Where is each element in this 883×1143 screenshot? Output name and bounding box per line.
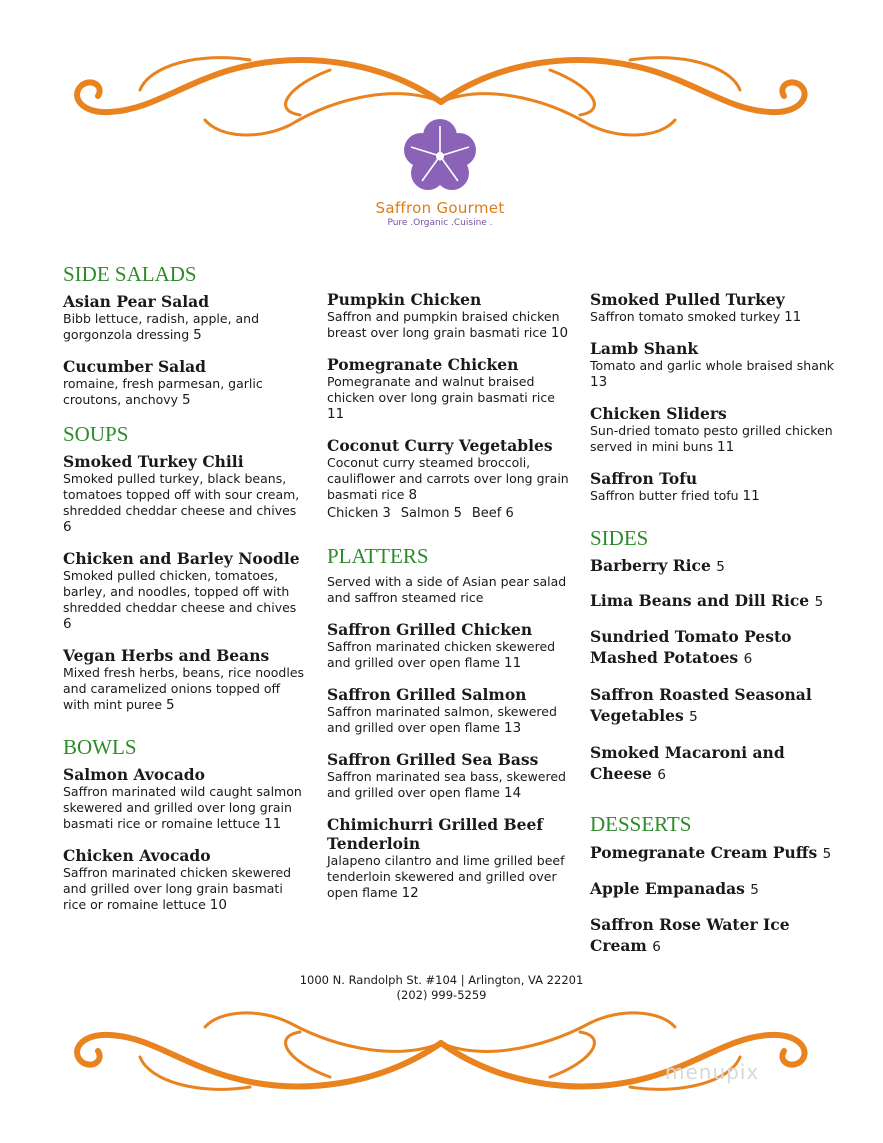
item-description: Saffron and pumpkin braised chicken breast over long grain basmati rice 10 xyxy=(327,309,569,341)
item-price: 5 xyxy=(822,846,832,862)
item-name: Barberry Rice xyxy=(590,556,711,575)
item-description: Smoked pulled chicken, tomatoes, barley, and noodles, topped off with shredded cheddar cheese and chives 6 xyxy=(63,568,297,632)
item-price: 11 xyxy=(503,655,522,671)
item-description: romaine, fresh parmesan, garlic croutons, anchovy 5 xyxy=(63,376,263,408)
menu-item xyxy=(327,290,572,341)
brand-name: Saffron Gourmet xyxy=(375,199,505,217)
menu-item xyxy=(590,469,835,504)
menu-item xyxy=(590,626,835,670)
item-price: 14 xyxy=(503,785,522,801)
watermark: menupix xyxy=(665,1060,760,1084)
menu-item xyxy=(590,591,835,612)
item-name: Chimichurri Grilled Beef Tenderloin xyxy=(327,815,544,853)
item-price: 6 xyxy=(652,939,661,955)
menu-item xyxy=(327,355,572,422)
item-price: 5 xyxy=(689,709,698,725)
item-name: Saffron Grilled Sea Bass xyxy=(327,750,539,769)
item-name: Salmon Avocado xyxy=(63,765,205,784)
item-price: 12 xyxy=(401,885,419,901)
item-price: 6 xyxy=(63,519,72,535)
item-price: 5 xyxy=(193,327,202,343)
item-description: Saffron marinated chicken skewered and grilled over long grain basmati rice or romaine lettuce 10 xyxy=(63,865,292,913)
menu-item xyxy=(63,765,308,832)
menu-item xyxy=(63,549,308,632)
brand-tagline: Pure .Organic .Cuisine . xyxy=(387,218,493,228)
item-name: Pomegranate Cream Puffs xyxy=(590,843,818,862)
addon-option: Salmon 5 xyxy=(400,506,462,521)
menu-item xyxy=(327,436,572,522)
item-name: Lima Beans and Dill Rice xyxy=(590,591,810,610)
item-name: Pomegranate Chicken xyxy=(327,355,519,374)
item-description: Mixed fresh herbs, beans, rice noodles and caramelized onions topped off with mint puree 5 xyxy=(63,665,305,713)
menu-item xyxy=(590,556,835,577)
item-price: 13 xyxy=(590,374,608,390)
item-name: Smoked Turkey Chili xyxy=(63,452,244,471)
menu-item xyxy=(590,404,835,455)
menu-item xyxy=(63,646,308,713)
item-price: 13 xyxy=(503,720,522,736)
section-title-soups: SOUPS xyxy=(63,422,129,446)
item-description: Jalapeno cilantro and lime grilled beef tenderloin skewered and grilled over open flame 12 xyxy=(327,853,565,901)
item-description: Saffron marinated chicken skewered and grilled over open flame 11 xyxy=(327,639,556,671)
item-name: Chicken Sliders xyxy=(590,404,727,423)
menu-item xyxy=(590,914,835,958)
item-name: Chicken and Barley Noodle xyxy=(63,549,300,568)
footer-contact xyxy=(0,973,883,1003)
item-description: Sun-dried tomato pesto grilled chicken served in mini buns 11 xyxy=(590,423,833,455)
item-price: 5 xyxy=(182,392,191,408)
item-name: Apple Empanadas xyxy=(590,879,745,898)
item-price: 8 xyxy=(408,487,418,503)
menu-item xyxy=(327,620,572,671)
platters-note: Served with a side of Asian pear salad and saffron steamed rice xyxy=(327,574,567,605)
addon-option: Beef 6 xyxy=(471,506,514,521)
menu-column-3 xyxy=(590,290,835,972)
menu-item xyxy=(63,292,308,343)
menu-item xyxy=(590,742,835,786)
item-price: 11 xyxy=(784,309,802,325)
item-name: Chicken Avocado xyxy=(63,846,211,865)
section-title-sides: SIDES xyxy=(590,526,649,550)
item-name: Saffron Grilled Salmon xyxy=(327,685,527,704)
item-name: Sundried Tomato Pesto Mashed Potatoes xyxy=(590,627,792,667)
footer-phone: (202) 999-5259 xyxy=(396,988,487,1002)
menu-item xyxy=(327,815,572,901)
menu-item xyxy=(590,879,835,900)
item-description: Saffron marinated wild caught salmon skewered and grilled over long grain basmati rice or romaine lettuce 11 xyxy=(63,784,302,832)
item-price: 5 xyxy=(716,559,725,575)
menu-item xyxy=(63,452,308,535)
item-name: Saffron Rose Water Ice Cream xyxy=(590,915,790,955)
logo-block xyxy=(360,115,520,228)
menu-item xyxy=(590,684,835,728)
menu-item xyxy=(63,357,308,408)
purple-flower-logo-icon xyxy=(400,115,480,197)
section-title-side-salads: SIDE SALADS xyxy=(63,262,197,286)
item-description: Smoked pulled turkey, black beans, tomatoes topped off with sour cream, shredded cheddar cheese and chives 6 xyxy=(63,471,300,535)
item-price: 6 xyxy=(743,651,753,667)
item-description: Saffron marinated sea bass, skewered and grilled over open flame 14 xyxy=(327,769,566,801)
menu-column-1 xyxy=(63,262,308,927)
item-description: Coconut curry steamed broccoli, cauliflower and carrots over long grain basmati rice 8 xyxy=(327,455,569,503)
section-title-desserts: DESSERTS xyxy=(590,812,692,836)
item-description: Saffron tomato smoked turkey 11 xyxy=(590,309,802,325)
menu-column-2 xyxy=(327,290,572,915)
addon-option: Chicken 3 xyxy=(327,506,391,521)
protein-addons xyxy=(327,505,572,522)
item-price: 11 xyxy=(327,406,345,422)
item-name: Saffron Roasted Seasonal Vegetables xyxy=(590,685,812,725)
section-title-platters: PLATTERS xyxy=(327,544,429,568)
item-description: Pomegranate and walnut braised chicken over long grain basmati rice 11 xyxy=(327,374,555,422)
item-name: Lamb Shank xyxy=(590,339,699,358)
menu-item xyxy=(327,685,572,736)
menu-item xyxy=(590,290,835,325)
item-price: 6 xyxy=(657,767,666,783)
item-price: 11 xyxy=(264,816,282,832)
menu-item xyxy=(590,842,835,865)
item-name: Saffron Tofu xyxy=(590,469,698,488)
item-price: 11 xyxy=(742,488,760,504)
item-description: Tomato and garlic whole braised shank 13 xyxy=(590,358,835,390)
menu-item xyxy=(63,846,308,913)
item-description: Saffron butter fried tofu 11 xyxy=(590,488,760,504)
section-title-bowls: BOWLS xyxy=(63,735,137,759)
item-price: 10 xyxy=(550,325,569,341)
item-price: 5 xyxy=(166,697,175,713)
item-price: 6 xyxy=(63,616,72,632)
item-price: 5 xyxy=(814,594,824,610)
item-name: Cucumber Salad xyxy=(63,357,206,376)
item-name: Coconut Curry Vegetables xyxy=(327,436,553,455)
item-description: Bibb lettuce, radish, apple, and gorgonzola dressing 5 xyxy=(63,311,260,343)
item-price: 10 xyxy=(209,897,227,913)
item-name: Vegan Herbs and Beans xyxy=(63,646,270,665)
item-description: Saffron marinated salmon, skewered and grilled over open flame 13 xyxy=(327,704,557,736)
menu-item xyxy=(327,750,572,801)
item-price: 11 xyxy=(717,439,735,455)
item-name: Pumpkin Chicken xyxy=(327,290,482,309)
item-name: Smoked Pulled Turkey xyxy=(590,290,785,309)
item-name: Asian Pear Salad xyxy=(63,292,210,311)
footer-address: 1000 N. Randolph St. #104 | Arlington, VA 22201 xyxy=(299,973,584,987)
menu-item xyxy=(590,339,835,390)
item-name: Saffron Grilled Chicken xyxy=(327,620,533,639)
item-price: 5 xyxy=(750,882,759,898)
item-name: Smoked Macaroni and Cheese xyxy=(590,743,785,783)
